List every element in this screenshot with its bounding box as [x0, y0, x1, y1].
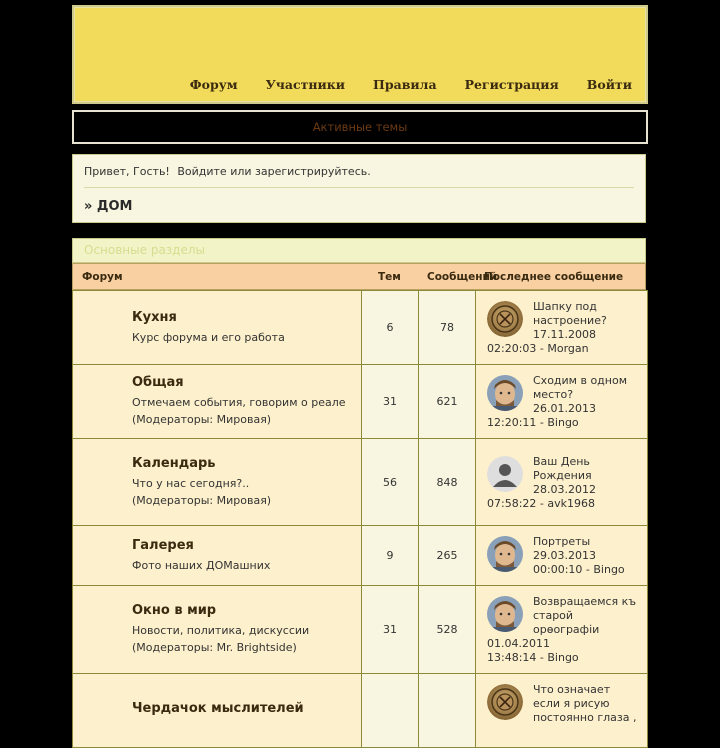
last-post-date: 28.03.2012 — [533, 482, 596, 496]
forum-description: Фото наших ДОМашних — [132, 558, 271, 572]
forum-moderators: (Модераторы: Мировая) — [132, 493, 272, 507]
last-post-topic-link[interactable]: Ваш День Рождения — [533, 454, 592, 482]
forum-description: Отмечаем события, говорим о реале — [132, 396, 346, 409]
active-topics-bar — [72, 110, 648, 144]
nav-rules[interactable]: Правила — [373, 77, 437, 92]
forum-cell — [73, 674, 362, 748]
last-post-topic-link[interactable]: Портреты — [533, 535, 591, 548]
last-post-date: 29.03.2013 — [533, 549, 596, 562]
posts-count — [419, 674, 476, 748]
posts-count: 848 — [419, 439, 476, 526]
forum-row — [73, 439, 648, 526]
nav-members[interactable]: Участники — [265, 77, 346, 92]
col-posts: Сообщений — [427, 271, 498, 283]
last-post-time-author: 13:48:14 - Bingo — [487, 651, 579, 664]
last-post-time-author: 00:00:10 - Bingo — [533, 563, 625, 576]
forum-description: Новости, политика, дискуссии — [132, 624, 310, 637]
forum-title-link[interactable]: Календарь — [132, 455, 216, 471]
last-post-date: 17.11.2008 — [533, 328, 596, 341]
last-post-topic-link[interactable]: Шапку под настроение? — [533, 300, 607, 327]
user-avatar-icon — [487, 684, 523, 720]
avatar[interactable] — [487, 301, 523, 337]
last-post-cell — [476, 291, 648, 365]
col-topics: Тем — [378, 271, 401, 283]
category-header — [72, 238, 646, 263]
avatar[interactable] — [487, 456, 523, 492]
forum-row — [73, 526, 648, 586]
forum-row — [73, 674, 648, 748]
col-last-post: Последнее сообщение — [484, 271, 624, 283]
forum-row — [73, 291, 648, 365]
last-post-topic-link[interactable]: Возвращаемся къ старой орѳографіи — [533, 595, 637, 636]
forum-title-link[interactable]: Окно в мир — [132, 603, 217, 618]
last-post-time-author: 12:20:11 - Bingo — [487, 416, 579, 429]
nav-forum[interactable]: Форум — [189, 77, 238, 92]
forum-moderators: (Модераторы: Мировая) — [132, 413, 272, 426]
divider — [84, 187, 634, 188]
avatar[interactable] — [487, 596, 523, 632]
forum-title-link[interactable]: Чердачок мыслителей — [132, 701, 304, 716]
last-post-cell — [476, 526, 648, 586]
topics-count: 9 — [362, 526, 419, 586]
col-forum: Форум — [82, 271, 123, 283]
login-prompt-link[interactable]: Войдите или зарегистрируйтесь. — [177, 165, 371, 178]
last-post-topic-link[interactable]: Что означает если я рисую постоянно глаза , — [533, 683, 637, 724]
forum-header — [72, 5, 648, 104]
user-placeholder-icon — [487, 456, 523, 492]
avatar[interactable] — [487, 375, 523, 411]
topics-count: 56 — [362, 439, 419, 526]
forum-cell — [73, 526, 362, 586]
forum-title-link[interactable]: Общая — [132, 375, 184, 390]
greeting-hello: Привет, Гость! — [84, 165, 170, 178]
posts-count: 528 — [419, 586, 476, 674]
user-avatar-icon — [487, 375, 523, 411]
nav-register[interactable]: Регистрация — [464, 77, 559, 92]
active-topics-link[interactable]: Активные темы — [312, 120, 408, 134]
breadcrumb — [84, 199, 133, 214]
forum-cell — [73, 439, 362, 526]
topics-count: 31 — [362, 365, 419, 439]
forum-title-link[interactable]: Кухня — [132, 309, 177, 325]
last-post-cell — [476, 674, 648, 748]
forum-description: Курс форума и его работа — [132, 330, 285, 344]
greeting-text — [84, 165, 371, 178]
last-post-cell — [476, 439, 648, 526]
nav-login[interactable]: Войти — [586, 77, 632, 92]
forum-cell — [73, 586, 362, 674]
posts-count: 78 — [419, 291, 476, 365]
topics-count — [362, 674, 419, 748]
last-post-topic-link[interactable]: Сходим в одном место? — [533, 374, 628, 401]
forum-table-header — [72, 263, 646, 290]
last-post-time-author: 07:58:22 - avk1968 — [487, 496, 595, 510]
user-avatar-icon — [487, 301, 523, 337]
forum-cell — [73, 291, 362, 365]
greeting-panel — [72, 154, 646, 223]
avatar[interactable] — [487, 536, 523, 572]
forum-cell — [73, 365, 362, 439]
topics-count: 31 — [362, 586, 419, 674]
forum-description: Что у нас сегодня?.. — [132, 476, 250, 490]
last-post-cell — [476, 586, 648, 674]
category-title[interactable]: Основные разделы — [84, 243, 205, 257]
forum-title-link[interactable]: Галерея — [132, 537, 194, 553]
last-post-date: 01.04.2011 — [487, 637, 550, 650]
forum-row — [73, 365, 648, 439]
posts-count: 621 — [419, 365, 476, 439]
forum-table — [72, 290, 648, 748]
avatar[interactable] — [487, 684, 523, 720]
posts-count: 265 — [419, 526, 476, 586]
last-post-cell — [476, 365, 648, 439]
forum-row — [73, 586, 648, 674]
breadcrumb-home-link[interactable]: » ДОМ — [84, 199, 133, 214]
user-avatar-icon — [487, 536, 523, 572]
user-avatar-icon — [487, 596, 523, 632]
main-nav — [190, 77, 632, 92]
last-post-time-author: 02:20:03 - Morgan — [487, 342, 589, 355]
last-post-date: 26.01.2013 — [533, 402, 596, 415]
topics-count: 6 — [362, 291, 419, 365]
forum-moderators: (Модераторы: Mr. Brightside) — [132, 641, 297, 654]
